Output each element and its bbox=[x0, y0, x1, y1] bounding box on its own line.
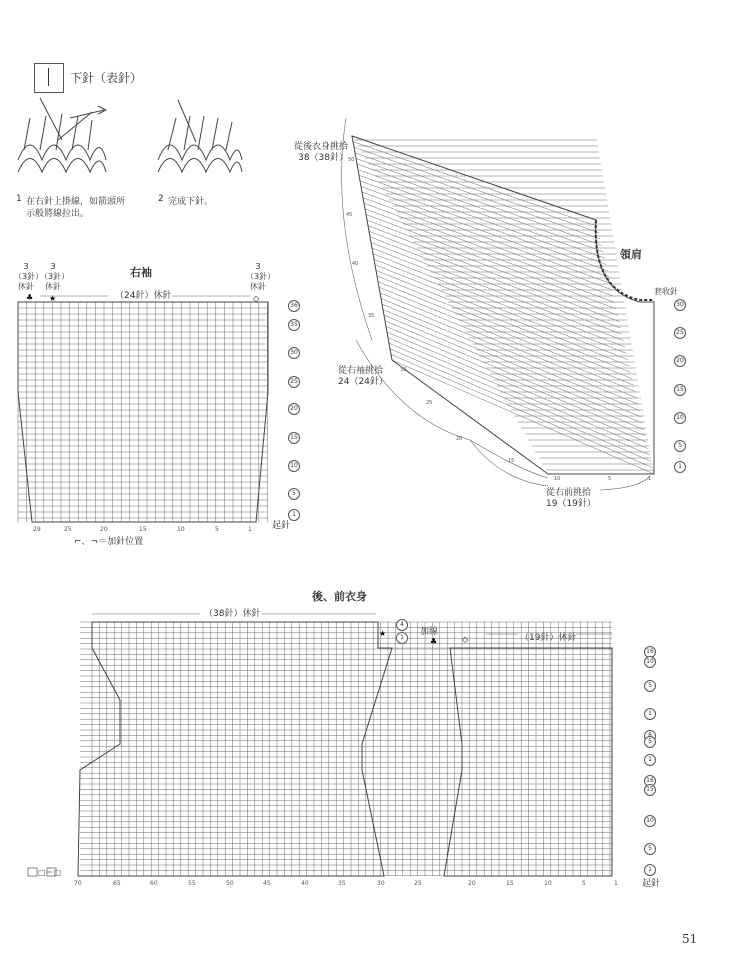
yoke-row-marker: 15 bbox=[674, 384, 686, 396]
body-tick: 65 bbox=[113, 880, 121, 887]
add-yarn-label: 加線 bbox=[420, 627, 439, 637]
diamond-symbol: ◇ bbox=[253, 294, 260, 303]
legend-title: 下針（表針） bbox=[70, 71, 143, 85]
body-title: 後、前衣身 bbox=[312, 590, 367, 603]
yoke-back-pick: 從後衣身挑拾 38（38針） bbox=[293, 142, 348, 163]
sleeve-mid-top: 3 （3針） 休針 bbox=[40, 262, 70, 291]
body-tick: 40 bbox=[301, 880, 309, 887]
body-tick: 1 bbox=[614, 880, 618, 887]
body-tick: 20 bbox=[468, 880, 476, 887]
sleeve-tick: 1 bbox=[248, 526, 252, 533]
sleeve-tick: 5 bbox=[215, 526, 219, 533]
yoke-arc-tick: 50 bbox=[348, 157, 355, 163]
body-row-marker: 5 bbox=[644, 736, 656, 748]
sleeve-start-label: 起針 bbox=[272, 521, 291, 531]
step2-text: 完成下針。 bbox=[168, 197, 214, 207]
body-row-marker: 16 bbox=[644, 646, 656, 658]
body-tick: 55 bbox=[188, 880, 196, 887]
yoke-row-marker: 30 bbox=[674, 299, 686, 311]
body-tick: 5 bbox=[582, 880, 586, 887]
body-top-left: （38針）休針 bbox=[204, 609, 261, 619]
yoke-arc-tick: 25 bbox=[426, 400, 433, 406]
sleeve-right-top: 3 （3針） 休針 bbox=[246, 262, 276, 291]
sleeve-tick: 10 bbox=[177, 526, 185, 533]
yoke-sleeve-pick: 從右袖挑拾 24（24針） bbox=[338, 366, 388, 387]
yoke-title: 領肩 bbox=[620, 248, 642, 261]
step1-num: 1 bbox=[16, 194, 22, 204]
body-row-marker: 5 bbox=[644, 843, 656, 855]
body-tick: 30 bbox=[377, 880, 385, 887]
yoke-arc-tick: 1 bbox=[648, 476, 652, 482]
body-row-marker: 16 bbox=[644, 775, 656, 787]
yoke-bind-off: 套收針 bbox=[654, 287, 678, 296]
sleeve-row-marker: 1 bbox=[288, 509, 300, 521]
yoke-arc-tick: 45 bbox=[346, 212, 353, 218]
body-row-marker: 1 bbox=[644, 754, 656, 766]
sleeve-row-marker: 10 bbox=[288, 460, 300, 472]
yoke-row-marker: 10 bbox=[674, 412, 686, 424]
yoke-arc-tick: 30 bbox=[400, 367, 407, 373]
sleeve-row-marker: 20 bbox=[288, 403, 300, 415]
svg-text:★: ★ bbox=[379, 629, 387, 638]
step2-num: 2 bbox=[158, 194, 164, 204]
body-row-marker: 1 bbox=[644, 708, 656, 720]
body-tick: 25 bbox=[414, 880, 422, 887]
step1-line2: 示般將線拉出。 bbox=[26, 209, 90, 219]
svg-text:♣: ♣ bbox=[430, 637, 438, 646]
body-row-marker: 10 bbox=[644, 815, 656, 827]
sleeve-row-marker: 25 bbox=[288, 376, 300, 388]
sleeve-top-center: （24針）休針 bbox=[115, 291, 172, 301]
star-symbol: ★ bbox=[49, 294, 57, 303]
yoke-row-marker: 1 bbox=[674, 461, 686, 473]
body-tick: 10 bbox=[544, 880, 552, 887]
yoke-arc-tick: 35 bbox=[368, 313, 375, 319]
body-marker-1: 1 bbox=[396, 632, 408, 644]
body-row-marker: 15 bbox=[644, 784, 656, 796]
yoke-arc-tick: 10 bbox=[554, 476, 561, 482]
sleeve-tick: 29 bbox=[33, 526, 41, 533]
yoke-row-marker: 5 bbox=[674, 440, 686, 452]
sleeve-title: 右袖 bbox=[130, 266, 152, 279]
body-tick: 50 bbox=[226, 880, 234, 887]
body-row-marker: 5 bbox=[644, 680, 656, 692]
body-row-marker: 1 bbox=[644, 864, 656, 876]
body-tick: 45 bbox=[263, 880, 271, 887]
body-tick: 60 bbox=[150, 880, 158, 887]
sleeve-tick: 25 bbox=[64, 526, 72, 533]
yoke-arc-tick: 5 bbox=[608, 476, 612, 482]
sleeve-tick: 20 bbox=[100, 526, 108, 533]
sleeve-row-marker: 36 bbox=[288, 300, 300, 312]
page-number: 51 bbox=[682, 932, 698, 946]
sleeve-row-marker: 15 bbox=[288, 432, 300, 444]
body-row-marker: 10 bbox=[644, 656, 656, 668]
body-tick: 70 bbox=[74, 880, 82, 887]
body-marker-4: 4 bbox=[396, 619, 408, 631]
sleeve-left-top: 3 （3針） 休針 bbox=[14, 262, 44, 291]
increase-note: ⌐、¬＝加針位置 bbox=[74, 537, 144, 547]
sleeve-row-marker: 5 bbox=[288, 488, 300, 500]
yoke-row-marker: 20 bbox=[674, 355, 686, 367]
sleeve-tick: 15 bbox=[139, 526, 147, 533]
yoke-arc-tick: 20 bbox=[456, 436, 463, 442]
club-symbol: ♣ bbox=[26, 293, 34, 302]
yoke-arc-tick: 40 bbox=[352, 261, 359, 267]
sleeve-row-marker: 35 bbox=[288, 319, 300, 331]
svg-text:◇: ◇ bbox=[462, 635, 469, 644]
step1-line1: 在右針上掛線，如箭頭所 bbox=[26, 197, 126, 207]
body-top-right: （19針）休針 bbox=[520, 633, 577, 643]
body-tick: 35 bbox=[338, 880, 346, 887]
body-tick: 15 bbox=[506, 880, 514, 887]
body-key: □＝□ bbox=[38, 868, 62, 877]
yoke-row-marker: 25 bbox=[674, 327, 686, 339]
body-start-label: 起針 bbox=[642, 879, 661, 889]
yoke-front-pick: 從右前挑拾 19（19針） bbox=[546, 488, 596, 509]
sleeve-row-marker: 30 bbox=[288, 347, 300, 359]
yoke-arc-tick: 15 bbox=[508, 458, 515, 464]
